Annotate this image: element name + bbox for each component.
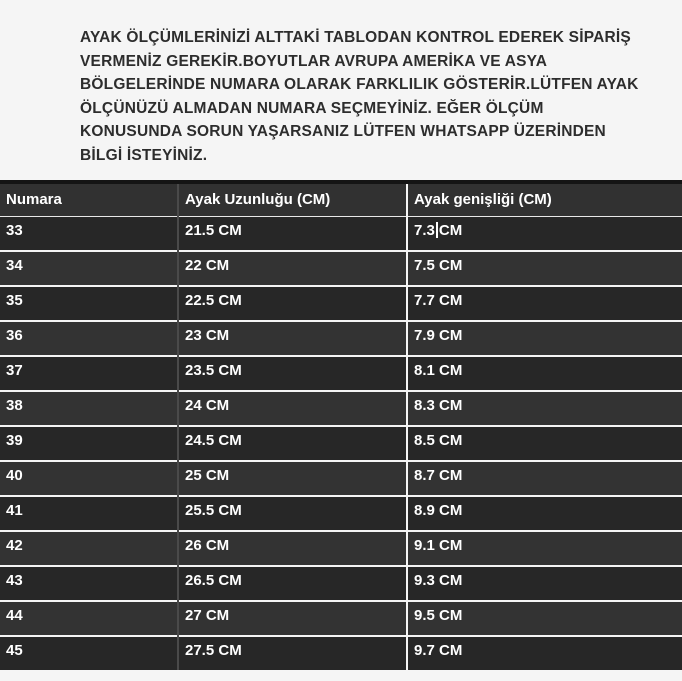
- header-ayak-genisligi[interactable]: Ayak genişliği (CM): [407, 182, 682, 217]
- cell-ayak-uzunlugu[interactable]: 21.5 CM: [178, 217, 407, 252]
- intro-line[interactable]: VERMENİZ GEREKİR.BOYUTLAR AVRUPA AMERİKA VE ASYA: [80, 52, 548, 70]
- caret-text-before: 7.3: [414, 222, 435, 239]
- caret-text-after: CM: [438, 222, 463, 239]
- table-row: [0, 461, 682, 496]
- cell-numara[interactable]: 33: [0, 217, 178, 252]
- cell-ayak-genisligi[interactable]: 8.3 CM: [407, 391, 682, 426]
- intro-line[interactable]: KONUSUNDA SORUN YAŞARSANIZ LÜTFEN WHATSAPP ÜZERİNDEN: [80, 123, 606, 140]
- intro-line[interactable]: BİLGİ İSTEYİNİZ.: [80, 146, 208, 164]
- table-row: [0, 426, 682, 461]
- header-row: [0, 182, 682, 217]
- intro-line[interactable]: ÖLÇÜNÜZÜ ALMADAN NUMARA SEÇMEYİNİZ. EĞER ÖLÇÜM: [80, 99, 544, 117]
- size-info-text: [0, 0, 682, 180]
- header-numara[interactable]: Numara: [0, 182, 178, 217]
- cell-ayak-genisligi[interactable]: 9.1 CM: [407, 531, 682, 566]
- table-row: [0, 496, 682, 531]
- text-caret: [436, 222, 438, 238]
- cell-ayak-uzunlugu[interactable]: 27 CM: [178, 601, 407, 636]
- cell-ayak-uzunlugu[interactable]: 22.5 CM: [178, 286, 407, 321]
- cell-ayak-uzunlugu[interactable]: 24 CM: [178, 391, 407, 426]
- cell-numara[interactable]: 41: [0, 496, 178, 531]
- cell-ayak-genisligi[interactable]: 7.9 CM: [407, 321, 682, 356]
- table-row: [0, 636, 682, 670]
- cell-numara[interactable]: 45: [0, 636, 178, 670]
- intro-line[interactable]: BÖLGELERİNDE NUMARA OLARAK FARKLILIK GÖSTERİR.LÜTFEN AYAK: [80, 76, 639, 93]
- cell-ayak-genisligi[interactable]: 8.7 CM: [407, 461, 682, 496]
- table-row: [0, 601, 682, 636]
- cell-numara[interactable]: 38: [0, 391, 178, 426]
- cell-ayak-genisligi[interactable]: 9.5 CM: [407, 601, 682, 636]
- cell-ayak-uzunlugu[interactable]: 26 CM: [178, 531, 407, 566]
- cell-ayak-uzunlugu[interactable]: 25 CM: [178, 461, 407, 496]
- cell-numara[interactable]: 37: [0, 356, 178, 391]
- cell-ayak-genisligi[interactable]: 9.7 CM: [407, 636, 682, 670]
- cell-ayak-uzunlugu[interactable]: 23 CM: [178, 321, 407, 356]
- table-row: [0, 217, 682, 252]
- cell-ayak-uzunlugu[interactable]: 26.5 CM: [178, 566, 407, 601]
- table-row: [0, 531, 682, 566]
- table-row: [0, 391, 682, 426]
- table-row: [0, 251, 682, 286]
- cell-numara[interactable]: 43: [0, 566, 178, 601]
- cell-ayak-uzunlugu[interactable]: 25.5 CM: [178, 496, 407, 531]
- cell-ayak-genisligi[interactable]: 8.1 CM: [407, 356, 682, 391]
- table-row: [0, 321, 682, 356]
- cell-ayak-uzunlugu[interactable]: 24.5 CM: [178, 426, 407, 461]
- header-ayak-uzunlugu[interactable]: Ayak Uzunluğu (CM): [178, 182, 407, 217]
- shoe-size-table: [0, 180, 682, 670]
- cell-ayak-genisligi[interactable]: 7.7 CM: [407, 286, 682, 321]
- cell-numara[interactable]: 34: [0, 251, 178, 286]
- cell-ayak-uzunlugu[interactable]: 22 CM: [178, 251, 407, 286]
- cell-numara[interactable]: 42: [0, 531, 178, 566]
- intro-line[interactable]: AYAK ÖLÇÜMLERİNİZİ ALTTAKİ TABLODAN KONTROL EDEREK SİPARİŞ: [80, 29, 631, 46]
- size-table-body: [0, 217, 682, 671]
- cell-ayak-genisligi[interactable]: 9.3 CM: [407, 566, 682, 601]
- table-row: [0, 566, 682, 601]
- cell-numara[interactable]: 40: [0, 461, 178, 496]
- cell-ayak-genisligi[interactable]: 7.5 CM: [407, 251, 682, 286]
- cell-numara[interactable]: 44: [0, 601, 178, 636]
- cell-ayak-genisligi[interactable]: 8.5 CM: [407, 426, 682, 461]
- cell-ayak-genisligi[interactable]: [407, 217, 682, 252]
- cell-numara[interactable]: 39: [0, 426, 178, 461]
- cell-ayak-uzunlugu[interactable]: 23.5 CM: [178, 356, 407, 391]
- cell-ayak-genisligi[interactable]: 8.9 CM: [407, 496, 682, 531]
- cell-numara[interactable]: 35: [0, 286, 178, 321]
- table-row: [0, 356, 682, 391]
- table-row: [0, 286, 682, 321]
- size-table-header: [0, 182, 682, 217]
- cell-numara[interactable]: 36: [0, 321, 178, 356]
- cell-ayak-uzunlugu[interactable]: 27.5 CM: [178, 636, 407, 670]
